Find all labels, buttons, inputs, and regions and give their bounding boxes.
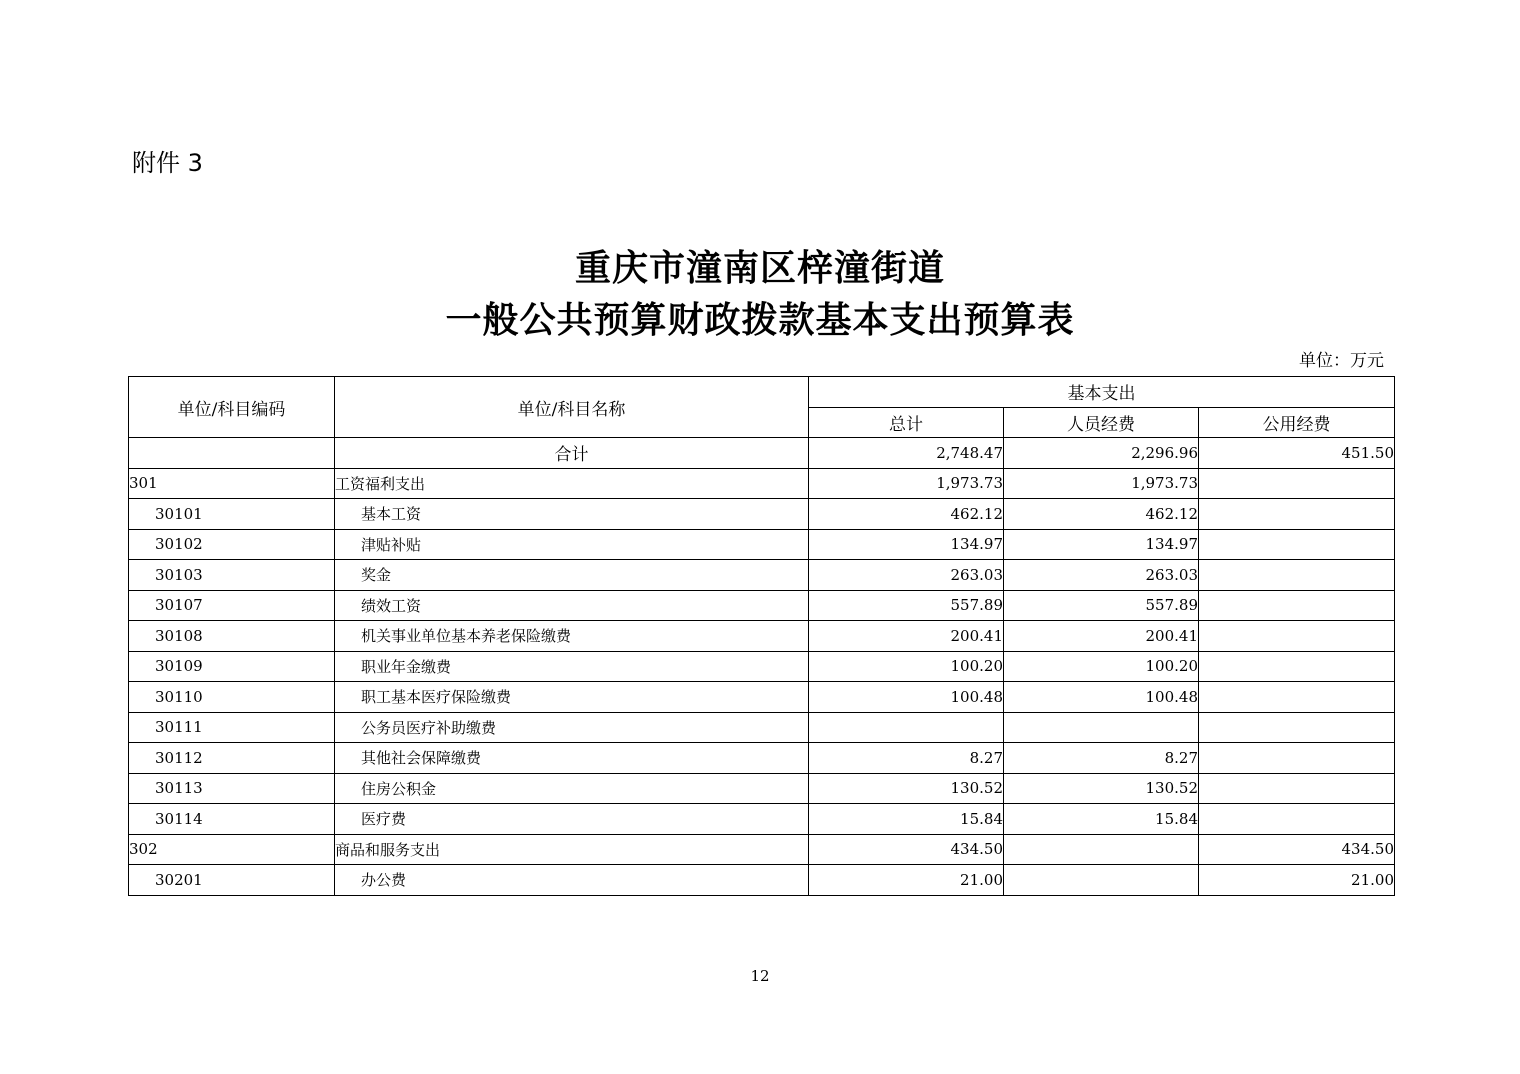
- cell-name: 工资福利支出: [335, 468, 809, 499]
- cell-name: 基本工资: [335, 499, 809, 530]
- cell-name: 津贴补贴: [335, 529, 809, 560]
- header-total: 总计: [809, 407, 1004, 438]
- cell-personnel: [1004, 712, 1199, 743]
- cell-total: 434.50: [809, 834, 1004, 865]
- cell-total: 130.52: [809, 773, 1004, 804]
- cell-name: 住房公积金: [335, 773, 809, 804]
- cell-total: 2,748.47: [809, 438, 1004, 469]
- table-row: [129, 560, 1395, 591]
- table-row: [129, 499, 1395, 530]
- cell-total: 263.03: [809, 560, 1004, 591]
- table-row: [129, 865, 1395, 896]
- cell-total: [809, 712, 1004, 743]
- table-row: [129, 529, 1395, 560]
- header-row-1: [129, 377, 1395, 408]
- cell-name: 合计: [335, 438, 809, 469]
- cell-name: 医疗费: [335, 804, 809, 835]
- cell-public: [1199, 651, 1395, 682]
- cell-code: 30101: [129, 499, 335, 530]
- cell-public: [1199, 621, 1395, 652]
- cell-public: [1199, 743, 1395, 774]
- header-public: 公用经费: [1199, 407, 1395, 438]
- cell-code: 30111: [129, 712, 335, 743]
- cell-code: 30201: [129, 865, 335, 896]
- cell-personnel: 15.84: [1004, 804, 1199, 835]
- cell-public: [1199, 804, 1395, 835]
- cell-code: 30112: [129, 743, 335, 774]
- cell-total: 1,973.73: [809, 468, 1004, 499]
- cell-public: [1199, 468, 1395, 499]
- cell-personnel: [1004, 865, 1199, 896]
- cell-code: 302: [129, 834, 335, 865]
- cell-personnel: 134.97: [1004, 529, 1199, 560]
- cell-public: [1199, 682, 1395, 713]
- cell-public: 21.00: [1199, 865, 1395, 896]
- cell-personnel: 100.48: [1004, 682, 1199, 713]
- header-personnel: 人员经费: [1004, 407, 1199, 438]
- cell-personnel: 263.03: [1004, 560, 1199, 591]
- cell-personnel: 557.89: [1004, 590, 1199, 621]
- cell-name: 商品和服务支出: [335, 834, 809, 865]
- cell-public: 451.50: [1199, 438, 1395, 469]
- cell-public: [1199, 712, 1395, 743]
- cell-total: 15.84: [809, 804, 1004, 835]
- cell-total: 200.41: [809, 621, 1004, 652]
- cell-personnel: 462.12: [1004, 499, 1199, 530]
- cell-name: 其他社会保障缴费: [335, 743, 809, 774]
- table-row: [129, 773, 1395, 804]
- cell-name: 奖金: [335, 560, 809, 591]
- cell-personnel: 1,973.73: [1004, 468, 1199, 499]
- cell-code: 30114: [129, 804, 335, 835]
- table-header: [129, 377, 1395, 438]
- cell-personnel: 2,296.96: [1004, 438, 1199, 469]
- cell-total: 462.12: [809, 499, 1004, 530]
- cell-public: [1199, 773, 1395, 804]
- cell-personnel: 100.20: [1004, 651, 1199, 682]
- cell-name: 机关事业单位基本养老保险缴费: [335, 621, 809, 652]
- header-basic-expenditure: 基本支出: [809, 377, 1395, 408]
- cell-code: 30109: [129, 651, 335, 682]
- table-body: [129, 438, 1395, 896]
- cell-public: [1199, 499, 1395, 530]
- header-name: 单位/科目名称: [335, 377, 809, 438]
- cell-public: [1199, 590, 1395, 621]
- cell-public: [1199, 529, 1395, 560]
- table-row: [129, 804, 1395, 835]
- table-row: [129, 712, 1395, 743]
- table-row: [129, 621, 1395, 652]
- unit-label: 单位：万元: [1299, 351, 1384, 371]
- document-title-line-1: 重庆市潼南区梓潼街道: [574, 247, 945, 289]
- cell-public: 434.50: [1199, 834, 1395, 865]
- cell-code: 30110: [129, 682, 335, 713]
- cell-code: 30107: [129, 590, 335, 621]
- cell-code: 301: [129, 468, 335, 499]
- table-row: [129, 743, 1395, 774]
- cell-personnel: 200.41: [1004, 621, 1199, 652]
- table-row-total: [129, 438, 1395, 469]
- table-row: [129, 468, 1395, 499]
- cell-total: 557.89: [809, 590, 1004, 621]
- cell-name: 职业年金缴费: [335, 651, 809, 682]
- cell-personnel: 130.52: [1004, 773, 1199, 804]
- cell-public: [1199, 560, 1395, 591]
- page-number: 12: [750, 967, 770, 985]
- cell-total: 100.20: [809, 651, 1004, 682]
- document-title-line-2: 一般公共预算财政拨款基本支出预算表: [445, 299, 1075, 341]
- header-code: 单位/科目编码: [129, 377, 335, 438]
- cell-total: 21.00: [809, 865, 1004, 896]
- cell-personnel: [1004, 834, 1199, 865]
- table-row: [129, 682, 1395, 713]
- cell-code: 30113: [129, 773, 335, 804]
- table-row: [129, 590, 1395, 621]
- cell-code: 30108: [129, 621, 335, 652]
- table-row: [129, 651, 1395, 682]
- cell-code: 30102: [129, 529, 335, 560]
- attachment-label: 附件 3: [132, 149, 203, 177]
- cell-name: 绩效工资: [335, 590, 809, 621]
- budget-table: [128, 376, 1395, 896]
- cell-personnel: 8.27: [1004, 743, 1199, 774]
- cell-name: 公务员医疗补助缴费: [335, 712, 809, 743]
- cell-total: 8.27: [809, 743, 1004, 774]
- cell-name: 办公费: [335, 865, 809, 896]
- cell-total: 134.97: [809, 529, 1004, 560]
- cell-total: 100.48: [809, 682, 1004, 713]
- cell-code: 30103: [129, 560, 335, 591]
- cell-code: [129, 438, 335, 469]
- cell-name: 职工基本医疗保险缴费: [335, 682, 809, 713]
- table-row: [129, 834, 1395, 865]
